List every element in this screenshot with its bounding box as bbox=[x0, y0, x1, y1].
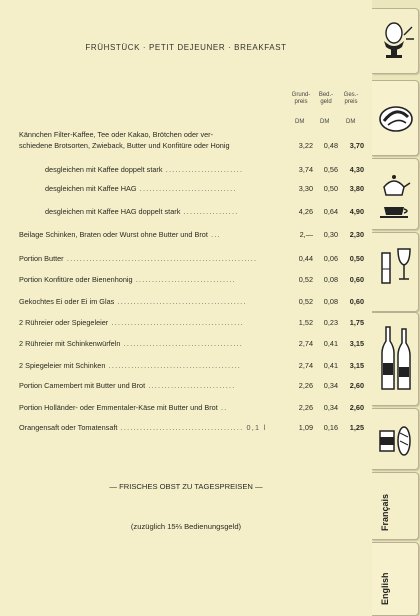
menu-item-row bbox=[19, 296, 369, 307]
item-description-line: 2 Rühreier oder Spiegeleier ......................................... bbox=[19, 318, 244, 327]
price-bedienung: 0,56 bbox=[323, 165, 338, 174]
item-description bbox=[45, 206, 238, 217]
section-tabs bbox=[372, 0, 420, 616]
price-gesamt: 0,60 bbox=[349, 297, 364, 306]
col-unit-grundpreis: DM bbox=[295, 119, 305, 125]
price-gesamt: 3,15 bbox=[349, 361, 364, 370]
col-header-grundpreis: Grund- preis bbox=[291, 92, 311, 105]
wine-glass-icon bbox=[376, 245, 416, 295]
coffee-icon bbox=[376, 165, 416, 223]
price-gesamt: 1,75 bbox=[349, 318, 364, 327]
item-description bbox=[45, 164, 243, 175]
price-bedienung: 0,34 bbox=[323, 381, 338, 390]
price-grundpreis: 2,— bbox=[299, 230, 313, 239]
item-description bbox=[19, 380, 236, 391]
tab-wine[interactable] bbox=[372, 232, 419, 312]
tab-label-francais: Français bbox=[380, 493, 390, 531]
menu-item-row bbox=[19, 380, 369, 391]
item-description bbox=[19, 338, 243, 349]
price-grundpreis: 0,44 bbox=[298, 254, 313, 263]
price-grundpreis: 3,22 bbox=[298, 141, 313, 150]
price-bedienung: 0,34 bbox=[323, 403, 338, 412]
item-description-line: 2 Rühreier mit Schinkenwürfeln ..................................... bbox=[19, 339, 244, 348]
page-title: FRÜHSTÜCK · PETIT DEJEUNER · BREAKFAST bbox=[85, 43, 287, 52]
tin-bread-icon bbox=[376, 419, 416, 459]
item-description-line: 2 Spiegeleier mit Schinken ......................................... bbox=[19, 361, 241, 370]
leader-dots: ......................................... bbox=[105, 361, 241, 370]
price-gesamt: 2,30 bbox=[349, 230, 364, 239]
price-grundpreis: 2,74 bbox=[298, 339, 313, 348]
price-bedienung: 0,08 bbox=[323, 275, 338, 284]
price-bedienung: 0,41 bbox=[323, 361, 338, 370]
leader-dots: .............................. bbox=[136, 184, 237, 193]
service-note: (zuzüglich 15⅔ Bedienungsgeld) bbox=[130, 522, 242, 531]
leader-dots: ........................ bbox=[162, 165, 244, 174]
price-bedienung: 0,16 bbox=[323, 423, 338, 432]
tab-egg[interactable] bbox=[372, 8, 419, 74]
price-bedienung: 0,48 bbox=[323, 141, 338, 150]
price-gesamt: 4,30 bbox=[349, 165, 364, 174]
item-description bbox=[19, 317, 244, 328]
price-gesamt: 0,60 bbox=[349, 275, 364, 284]
leader-dots: ...................................... 0,1 l bbox=[117, 423, 267, 432]
price-grundpreis: 3,30 bbox=[298, 184, 313, 193]
leader-dots: ... bbox=[207, 230, 221, 239]
tab-label-english: English bbox=[380, 572, 390, 605]
price-bedienung: 0,06 bbox=[323, 254, 338, 263]
price-grundpreis: 2,74 bbox=[298, 361, 313, 370]
item-description bbox=[19, 129, 230, 151]
leader-dots: ................. bbox=[180, 207, 239, 216]
col-header-bedienung: Bed.- geld bbox=[318, 92, 334, 105]
item-description-line: desgleichen mit Kaffee HAG .............................. bbox=[45, 184, 237, 193]
price-grundpreis: 0,52 bbox=[298, 275, 313, 284]
leader-dots: ........................... bbox=[145, 381, 236, 390]
egg-cup-icon bbox=[376, 19, 416, 65]
menu-item-row bbox=[19, 360, 369, 371]
fruit-note: — FRISCHES OBST ZU TAGESPREISEN — bbox=[109, 482, 263, 491]
item-description-line: Beilage Schinken, Braten oder Wurst ohne Butter und Brot ... bbox=[19, 230, 221, 239]
price-gesamt: 1,25 bbox=[349, 423, 364, 432]
price-gesamt: 3,80 bbox=[349, 184, 364, 193]
item-description bbox=[19, 296, 247, 307]
menu-item-row bbox=[19, 229, 369, 240]
price-bedienung: 0,50 bbox=[323, 184, 338, 193]
item-description-line: schiedene Brotsorten, Zwieback, Butter und Konfitüre oder Honig bbox=[19, 141, 230, 150]
item-description bbox=[19, 253, 257, 264]
col-header-gesamt: Ges.- preis bbox=[343, 92, 359, 105]
price-bedienung: 0,30 bbox=[323, 230, 338, 239]
menu-item-row bbox=[19, 338, 369, 349]
price-gesamt: 3,15 bbox=[349, 339, 364, 348]
price-gesamt: 4,90 bbox=[349, 207, 364, 216]
menu-item-row bbox=[19, 206, 369, 217]
tab-english[interactable] bbox=[372, 542, 419, 616]
price-gesamt: 2,60 bbox=[349, 381, 364, 390]
menu-item-row bbox=[19, 129, 369, 151]
price-grundpreis: 2,26 bbox=[298, 381, 313, 390]
leader-dots: ......................................... bbox=[108, 318, 244, 327]
item-description bbox=[45, 183, 237, 194]
item-description-line: Portion Konfitüre oder Bienenhonig ............................... bbox=[19, 275, 236, 284]
price-grundpreis: 4,26 bbox=[298, 207, 313, 216]
menu-item-row bbox=[19, 317, 369, 328]
item-description-line: Orangensaft oder Tomatensaft ...................................... 0,1 l bbox=[19, 423, 267, 432]
item-description bbox=[19, 402, 227, 413]
item-description-line: Gekochtes Ei oder Ei im Glas ........................................ bbox=[19, 297, 247, 306]
bottles-icon bbox=[376, 323, 416, 395]
menu-item-row bbox=[19, 402, 369, 413]
price-grundpreis: 0,52 bbox=[298, 297, 313, 306]
item-description bbox=[19, 274, 236, 285]
item-description bbox=[19, 422, 266, 433]
item-description-line: Portion Holländer- oder Emmentaler-Käse mit Butter und Brot .. bbox=[19, 403, 228, 412]
item-description-line: Portion Camembert mit Butter und Brot ........................... bbox=[19, 381, 236, 390]
item-description-line: Kännchen Filter-Kaffee, Tee oder Kakao, Brötchen oder ver- bbox=[19, 130, 214, 139]
price-grundpreis: 1,52 bbox=[298, 318, 313, 327]
col-unit-bedienung: DM bbox=[320, 119, 330, 125]
price-gesamt: 3,70 bbox=[349, 141, 364, 150]
price-bedienung: 0,08 bbox=[323, 297, 338, 306]
price-gesamt: 2,60 bbox=[349, 403, 364, 412]
price-bedienung: 0,64 bbox=[323, 207, 338, 216]
price-bedienung: 0,23 bbox=[323, 318, 338, 327]
tab-coffee[interactable] bbox=[372, 158, 419, 230]
menu-item-row bbox=[19, 164, 369, 175]
menu-item-row bbox=[19, 274, 369, 285]
item-description bbox=[19, 229, 221, 240]
item-description-line: Portion Butter ........................................................... bbox=[19, 254, 258, 263]
bread-icon bbox=[376, 97, 416, 137]
col-unit-gesamt: DM bbox=[346, 119, 356, 125]
tab-drinks[interactable] bbox=[372, 312, 419, 406]
leader-dots: .. bbox=[217, 403, 228, 412]
item-description-line: desgleichen mit Kaffee doppelt stark ........................ bbox=[45, 165, 244, 174]
tab-bakery[interactable] bbox=[372, 80, 419, 156]
menu-item-row bbox=[19, 253, 369, 264]
item-description-line: desgleichen mit Kaffee HAG doppelt stark ................. bbox=[45, 207, 239, 216]
price-gesamt: 0,50 bbox=[349, 254, 364, 263]
tab-snacks[interactable] bbox=[372, 408, 419, 470]
leader-dots: ........................................................... bbox=[63, 254, 258, 263]
menu-item-row bbox=[19, 183, 369, 194]
price-grundpreis: 1,09 bbox=[298, 423, 313, 432]
price-bedienung: 0,41 bbox=[323, 339, 338, 348]
leader-dots: ..................................... bbox=[120, 339, 244, 348]
menu-item-row bbox=[19, 422, 369, 433]
leader-dots: ........................................ bbox=[114, 297, 247, 306]
price-grundpreis: 2,26 bbox=[298, 403, 313, 412]
tab-francais[interactable] bbox=[372, 472, 419, 540]
price-grundpreis: 3,74 bbox=[298, 165, 313, 174]
leader-dots: ............................... bbox=[132, 275, 236, 284]
item-description bbox=[19, 360, 241, 371]
